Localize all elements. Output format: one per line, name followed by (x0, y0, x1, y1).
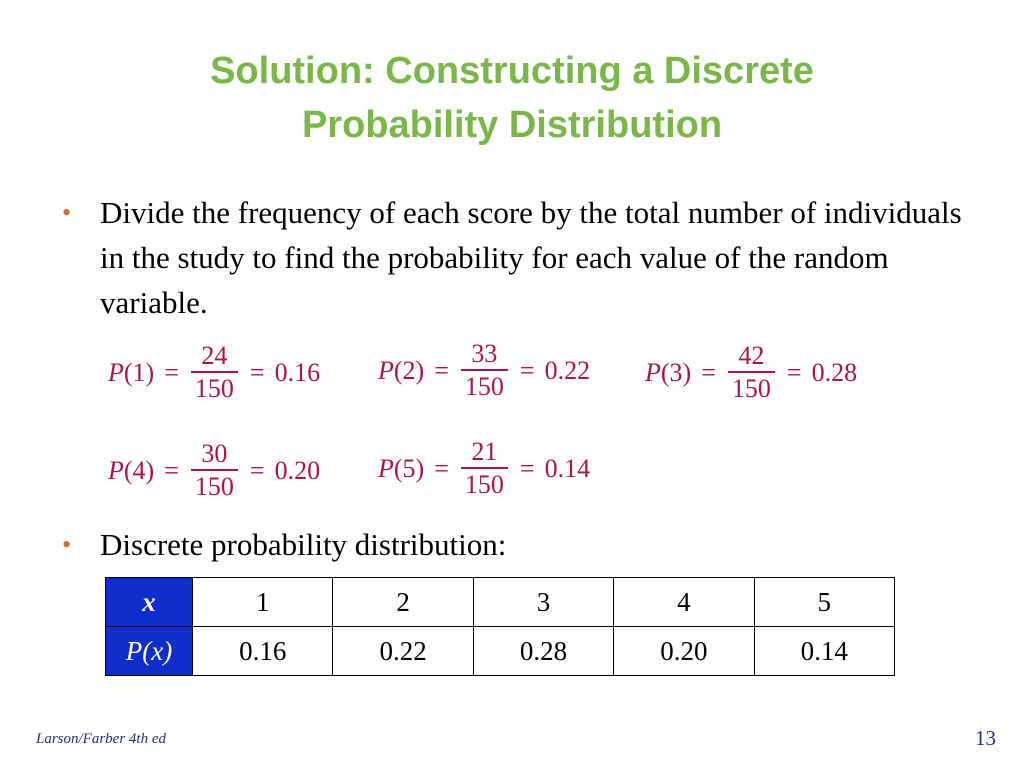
table-cell: 0.20 (614, 627, 754, 676)
bullet-text: Divide the frequency of each score by the total number of individuals in the study to find the probability for each value of the random variable. (100, 195, 962, 320)
bullet-dot-icon: • (62, 530, 72, 559)
bullet-divide-frequency (62, 190, 962, 325)
table-cell: 0.16 (193, 627, 333, 676)
bullet-discrete-distribution (62, 522, 962, 567)
fraction: $\frac{33}{150}$ (461, 339, 508, 403)
table-row-px (106, 627, 895, 676)
page-number: 13 (975, 726, 996, 750)
equation-result: 0.28 (811, 358, 858, 387)
equation-p4: P (4) = $\frac{30}{150}$ = 0.20 (108, 439, 321, 501)
table-cell: 2 (333, 578, 473, 627)
equation-result: 0.16 (274, 358, 321, 387)
fraction: $\frac{42}{150}$ (728, 341, 775, 405)
equation-result: 0.20 (274, 456, 321, 485)
equation-result: 0.14 (544, 454, 591, 483)
equation-p5: P (5) = $\frac{21}{150}$ = 0.14 (378, 437, 591, 499)
distribution-table (105, 577, 895, 676)
table-cell: 5 (754, 578, 894, 627)
equation-p1: P (1) = $\frac{24}{150}$ = 0.16 (108, 341, 321, 403)
fraction: $\frac{24}{150}$ (191, 341, 238, 405)
fraction: $\frac{21}{150}$ (461, 437, 508, 501)
table-cell: 4 (614, 578, 754, 627)
table-cell: 1 (193, 578, 333, 627)
fraction: $\frac{30}{150}$ (191, 439, 238, 503)
slide-title-line-1: Solution: Constructing a Discrete (210, 50, 814, 92)
table-header-px: P(x) (106, 627, 193, 676)
slide-title-line-2: Probability Distribution (301, 104, 723, 146)
slide-title (0, 44, 1024, 152)
table-cell: 0.22 (333, 627, 473, 676)
footer-source: Larson/Farber 4th ed (36, 731, 167, 747)
equation-p3: P (3) = $\frac{42}{150}$ = 0.28 (645, 341, 858, 403)
equation-result: 0.22 (544, 356, 591, 385)
equation-p2: P (2) = $\frac{33}{150}$ = 0.22 (378, 339, 591, 401)
table-cell: 3 (473, 578, 613, 627)
bullet-text: Discrete probability distribution: (100, 527, 507, 562)
table-header-x: x (106, 578, 193, 627)
table-cell: 0.14 (754, 627, 894, 676)
bullet-dot-icon: • (62, 198, 72, 227)
table-row-x (106, 578, 895, 627)
table-cell: 0.28 (473, 627, 613, 676)
